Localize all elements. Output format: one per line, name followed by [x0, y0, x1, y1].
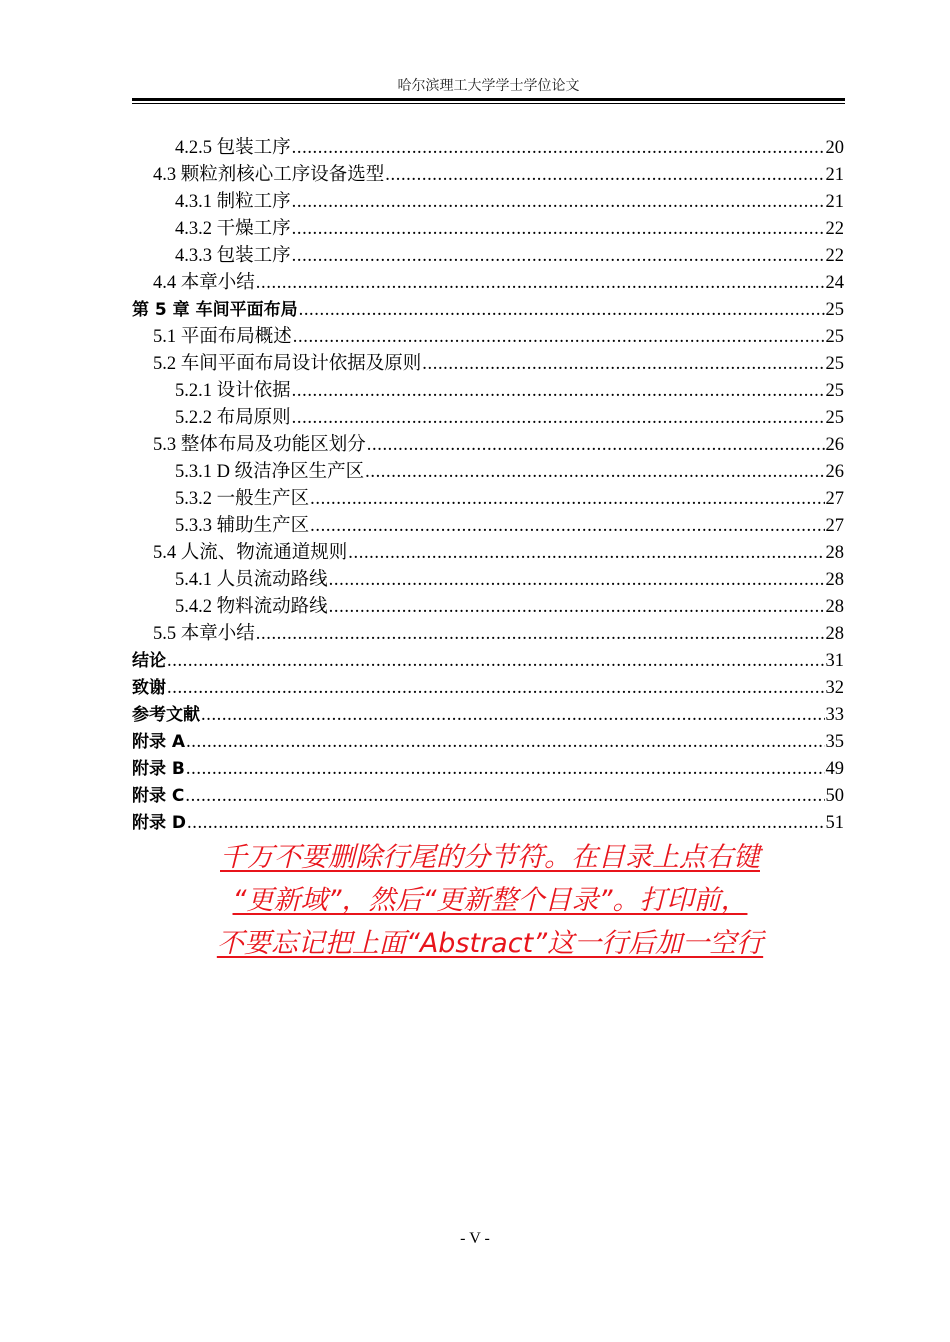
toc-entry-title: 5.2 车间平面布局设计依据及原则 [153, 354, 422, 374]
toc-leader-dots [201, 704, 825, 726]
toc-leader-dots [292, 218, 825, 240]
toc-leader-dots [299, 299, 825, 321]
toc-leader-dots [292, 407, 825, 429]
toc-entry-page: 21 [825, 192, 844, 212]
toc-entry[interactable] [132, 699, 844, 726]
toc-entry-title: 致谢 [132, 678, 166, 698]
toc-entry[interactable] [132, 537, 844, 564]
toc-entry-page: 25 [825, 381, 844, 401]
toc-entry[interactable] [132, 159, 844, 186]
editor-note [140, 836, 840, 965]
toc-leader-dots [293, 326, 825, 348]
toc-entry-page: 22 [825, 246, 844, 266]
toc-entry-title: 5.4 人流、物流通道规则 [153, 543, 348, 563]
toc-entry-page: 28 [825, 543, 844, 563]
toc-entry-title: 结论 [132, 651, 166, 671]
toc-leader-dots [167, 650, 825, 672]
toc-entry[interactable] [132, 375, 844, 402]
toc-entry-page: 25 [825, 300, 844, 320]
toc-entry[interactable] [132, 348, 844, 375]
toc-entry-page: 21 [825, 165, 844, 185]
toc-entry[interactable] [132, 321, 844, 348]
toc-leader-dots [310, 488, 824, 510]
toc-entry[interactable] [132, 618, 844, 645]
toc-leader-dots [185, 785, 824, 807]
toc-entry-title: 5.3.1 D 级洁净区生产区 [175, 462, 365, 482]
toc-entry-title: 5.4.2 物料流动路线 [175, 597, 328, 617]
toc-leader-dots [310, 515, 824, 537]
toc-entry[interactable] [132, 807, 844, 834]
toc-entry-title: 附录 A [132, 732, 186, 752]
toc-entry-title: 附录 C [132, 786, 185, 806]
toc-entry[interactable] [132, 132, 844, 159]
toc-entry-title: 5.5 本章小结 [153, 624, 255, 644]
toc-entry-page: 28 [825, 597, 844, 617]
toc-leader-dots [367, 434, 825, 456]
toc-leader-dots [292, 137, 825, 159]
toc-entry-page: 28 [825, 570, 844, 590]
toc-entry-page: 31 [825, 651, 844, 671]
toc-entry-page: 25 [825, 354, 844, 374]
toc-entry[interactable] [132, 213, 844, 240]
toc-entry[interactable] [132, 294, 844, 321]
toc-entry-page: 24 [825, 273, 844, 293]
toc-entry-title: 5.2.1 设计依据 [175, 381, 291, 401]
toc-entry-title: 附录 B [132, 759, 185, 779]
toc-leader-dots [292, 191, 825, 213]
toc-leader-dots [256, 623, 825, 645]
toc-entry[interactable] [132, 186, 844, 213]
toc-entry-title: 4.3.2 干燥工序 [175, 219, 291, 239]
running-header: 哈尔滨理工大学学士学位论文 [397, 78, 580, 94]
toc-entry-page: 32 [825, 678, 844, 698]
toc-entry-page: 27 [825, 516, 844, 536]
toc-entry[interactable] [132, 645, 844, 672]
toc-entry-title: 4.2.5 包装工序 [175, 138, 291, 158]
toc-entry[interactable] [132, 564, 844, 591]
toc-entry-title: 5.2.2 布局原则 [175, 408, 291, 428]
toc-entry[interactable] [132, 240, 844, 267]
toc-entry-title: 4.3.3 包装工序 [175, 246, 291, 266]
toc-leader-dots [422, 353, 824, 375]
toc-entry[interactable] [132, 483, 844, 510]
toc-leader-dots [187, 812, 824, 834]
toc-entry-page: 51 [825, 813, 844, 833]
toc-entry[interactable] [132, 672, 844, 699]
toc-entry-page: 28 [825, 624, 844, 644]
toc-entry[interactable] [132, 591, 844, 618]
toc-leader-dots [329, 596, 825, 618]
toc-leader-dots [292, 245, 825, 267]
toc-entry[interactable] [132, 510, 844, 537]
page-number: - V - [460, 1230, 490, 1247]
toc-entry[interactable] [132, 753, 844, 780]
toc-entry-page: 22 [825, 219, 844, 239]
toc-entry-title: 第 5 章 车间平面布局 [132, 300, 298, 320]
header-rule-thick [132, 98, 845, 101]
toc-entry[interactable] [132, 429, 844, 456]
editor-note-line: “更新域”，然后“更新整个目录”。打印前， [232, 885, 748, 916]
toc-entry-page: 20 [825, 138, 844, 158]
toc-leader-dots [292, 380, 825, 402]
toc-entry-page: 27 [825, 489, 844, 509]
toc-leader-dots [256, 272, 825, 294]
toc-entry-title: 5.4.1 人员流动路线 [175, 570, 328, 590]
toc-entry-page: 49 [825, 759, 844, 779]
toc-entry-page: 25 [825, 408, 844, 428]
toc-entry-title: 附录 D [132, 813, 187, 833]
toc-leader-dots [329, 569, 825, 591]
toc-entry-title: 5.1 平面布局概述 [153, 327, 292, 347]
toc-entry-page: 26 [825, 462, 844, 482]
toc-entry-page: 25 [825, 327, 844, 347]
toc-leader-dots [385, 164, 824, 186]
toc-entry[interactable] [132, 267, 844, 294]
toc-entry[interactable] [132, 456, 844, 483]
toc-entry-title: 5.3.2 一般生产区 [175, 489, 310, 509]
toc-entry[interactable] [132, 726, 844, 753]
toc-entry-page: 50 [825, 786, 844, 806]
header-rule-thin [132, 103, 845, 104]
toc-entry-page: 35 [825, 732, 844, 752]
toc-entry-title: 4.4 本章小结 [153, 273, 255, 293]
toc-leader-dots [167, 677, 825, 699]
toc-leader-dots [186, 758, 825, 780]
toc-leader-dots [365, 461, 824, 483]
toc-leader-dots [348, 542, 824, 564]
table-of-contents [132, 132, 844, 834]
toc-entry-title: 4.3 颗粒剂核心工序设备选型 [153, 165, 385, 185]
toc-entry-title: 4.3.1 制粒工序 [175, 192, 291, 212]
toc-entry[interactable] [132, 402, 844, 429]
toc-entry-title: 5.3.3 辅助生产区 [175, 516, 310, 536]
toc-entry[interactable] [132, 780, 844, 807]
toc-leader-dots [186, 731, 824, 753]
toc-entry-page: 33 [825, 705, 844, 725]
editor-note-line: 千万不要删除行尾的分节符。在目录上点右键 [220, 842, 760, 873]
editor-note-line: 不要忘记把上面“Abstract”这一行后加一空行 [216, 928, 764, 959]
toc-entry-title: 参考文献 [132, 705, 200, 725]
toc-entry-page: 26 [825, 435, 844, 455]
toc-entry-title: 5.3 整体布局及功能区划分 [153, 435, 366, 455]
